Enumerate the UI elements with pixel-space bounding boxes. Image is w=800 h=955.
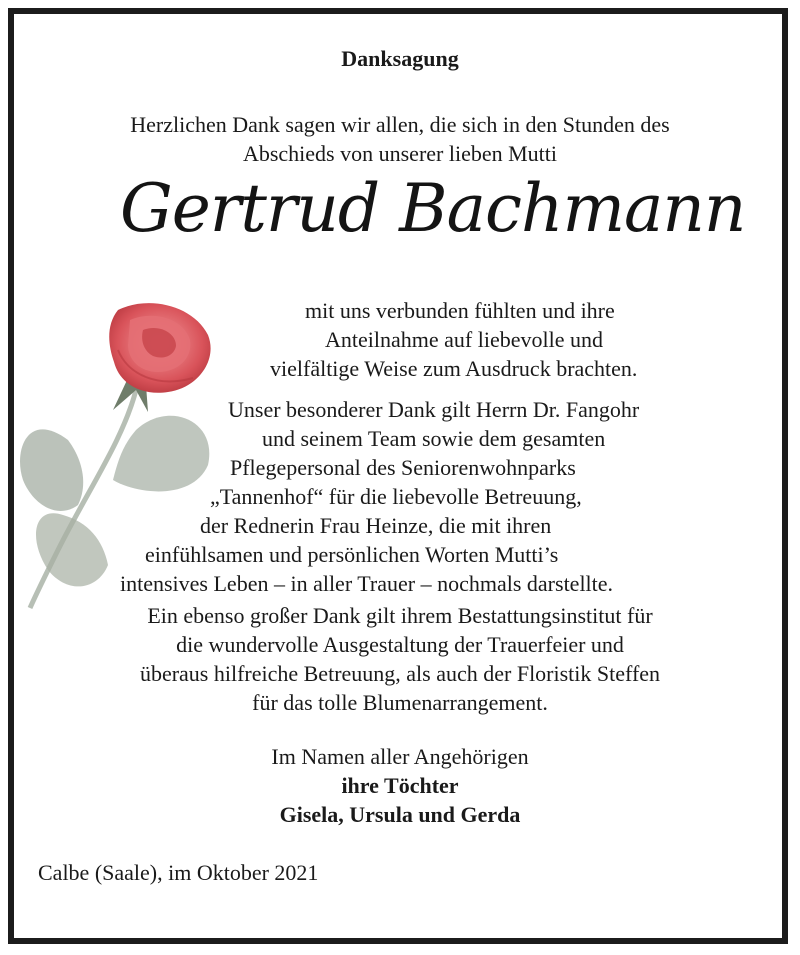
- body-center-line-1: Ein ebenso großer Dank gilt ihrem Bestattungsinstitut für: [147, 603, 653, 628]
- body-line-7: „Tannenhof“ für die liebevolle Betreuung,: [210, 484, 582, 509]
- body-line-1: mit uns verbunden fühlten und ihre: [305, 298, 615, 323]
- heading: Danksagung: [341, 46, 459, 71]
- body-center-line-2: die wundervolle Ausgestaltung der Trauerfeier und: [176, 632, 624, 657]
- body-line-8: der Rednerin Frau Heinze, die mit ihren: [200, 513, 552, 538]
- body-line-4: Unser besonderer Dank gilt Herrn Dr. Fangohr: [228, 397, 640, 422]
- body-line-6: Pflegepersonal des Seniorenwohnparks: [230, 455, 576, 480]
- body-line-3: vielfältige Weise zum Ausdruck brachten.: [270, 356, 638, 381]
- intro-line-1: Herzlichen Dank sagen wir allen, die sich in den Stunden des: [130, 112, 670, 137]
- body-line-2: Anteilnahme auf liebevolle und: [325, 327, 603, 352]
- signature-on-behalf: Im Namen aller Angehörigen: [271, 744, 529, 769]
- intro-line-2: Abschieds von unserer lieben Mutti: [242, 141, 558, 166]
- body-line-10: intensives Leben – in aller Trauer – nochmals darstellte.: [120, 571, 614, 596]
- body-center-line-4: für das tolle Blumenarrangement.: [252, 690, 548, 715]
- place-date: Calbe (Saale), im Oktober 2021: [38, 860, 319, 885]
- body-line-5: und seinem Team sowie dem gesamten: [262, 426, 606, 451]
- signature-relation: ihre Töchter: [341, 773, 459, 798]
- body-line-9: einfühlsamen und persönlichen Worten Mutti’s: [145, 542, 559, 567]
- signature-names: Gisela, Ursula und Gerda: [279, 802, 521, 827]
- body-center-line-3: überaus hilfreiche Betreuung, als auch der Floristik Steffen: [139, 661, 661, 686]
- deceased-name: Gertrud Bachmann: [120, 170, 746, 247]
